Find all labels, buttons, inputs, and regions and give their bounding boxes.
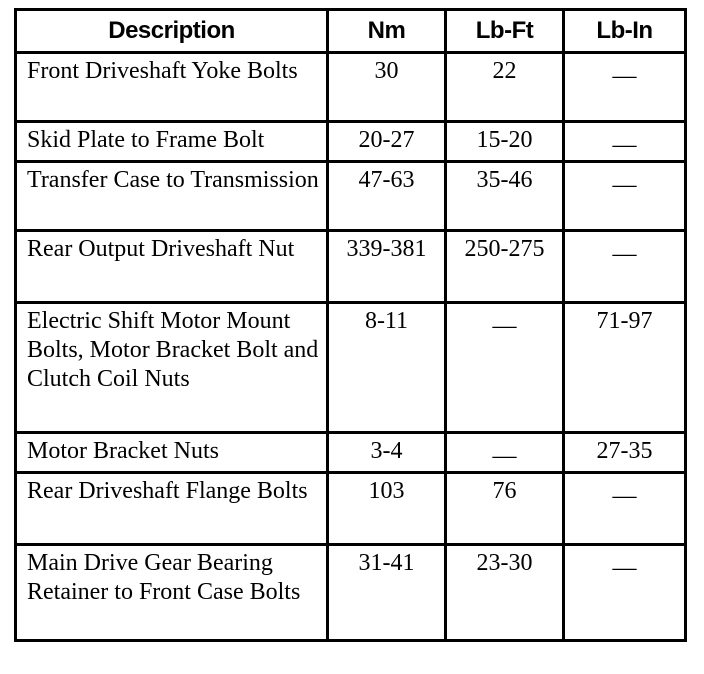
lb-in-cell: —	[564, 545, 686, 641]
lb-ft-cell: —	[446, 303, 564, 433]
description-cell: Main Drive Gear Bearing Retainer to Front Case Bolts	[16, 545, 328, 641]
nm-cell: 47-63	[328, 162, 446, 231]
lb-ft-cell: 22	[446, 53, 564, 122]
nm-cell: 3-4	[328, 433, 446, 473]
torque-spec-table	[14, 8, 687, 642]
lb-in-cell: —	[564, 53, 686, 122]
lb-ft-cell: —	[446, 433, 564, 473]
description-cell: Transfer Case to Transmission	[16, 162, 328, 231]
table-row	[16, 473, 686, 545]
nm-cell: 103	[328, 473, 446, 545]
description-cell: Electric Shift Motor Mount Bolts, Motor Bracket Bolt and Clutch Coil Nuts	[16, 303, 328, 433]
table-row	[16, 122, 686, 162]
table-header-row	[16, 10, 686, 53]
table-row	[16, 545, 686, 641]
table-row	[16, 433, 686, 473]
table-row	[16, 53, 686, 122]
column-header-nm: Nm	[328, 10, 446, 53]
lb-in-cell: —	[564, 231, 686, 303]
table-row	[16, 231, 686, 303]
lb-in-cell: 27-35	[564, 433, 686, 473]
lb-ft-cell: 76	[446, 473, 564, 545]
description-cell: Skid Plate to Frame Bolt	[16, 122, 328, 162]
lb-in-cell: —	[564, 122, 686, 162]
table-row	[16, 162, 686, 231]
column-header-description: Description	[16, 10, 328, 53]
lb-ft-cell: 15-20	[446, 122, 564, 162]
lb-ft-cell: 23-30	[446, 545, 564, 641]
description-cell: Rear Driveshaft Flange Bolts	[16, 473, 328, 545]
lb-ft-cell: 35-46	[446, 162, 564, 231]
table-row	[16, 303, 686, 433]
lb-in-cell: —	[564, 473, 686, 545]
description-cell: Rear Output Driveshaft Nut	[16, 231, 328, 303]
nm-cell: 31-41	[328, 545, 446, 641]
nm-cell: 339-381	[328, 231, 446, 303]
column-header-lb-in: Lb-In	[564, 10, 686, 53]
lb-in-cell: 71-97	[564, 303, 686, 433]
column-header-lb-ft: Lb-Ft	[446, 10, 564, 53]
nm-cell: 20-27	[328, 122, 446, 162]
description-cell: Front Driveshaft Yoke Bolts	[16, 53, 328, 122]
description-cell: Motor Bracket Nuts	[16, 433, 328, 473]
lb-in-cell: —	[564, 162, 686, 231]
lb-ft-cell: 250-275	[446, 231, 564, 303]
nm-cell: 8-11	[328, 303, 446, 433]
nm-cell: 30	[328, 53, 446, 122]
